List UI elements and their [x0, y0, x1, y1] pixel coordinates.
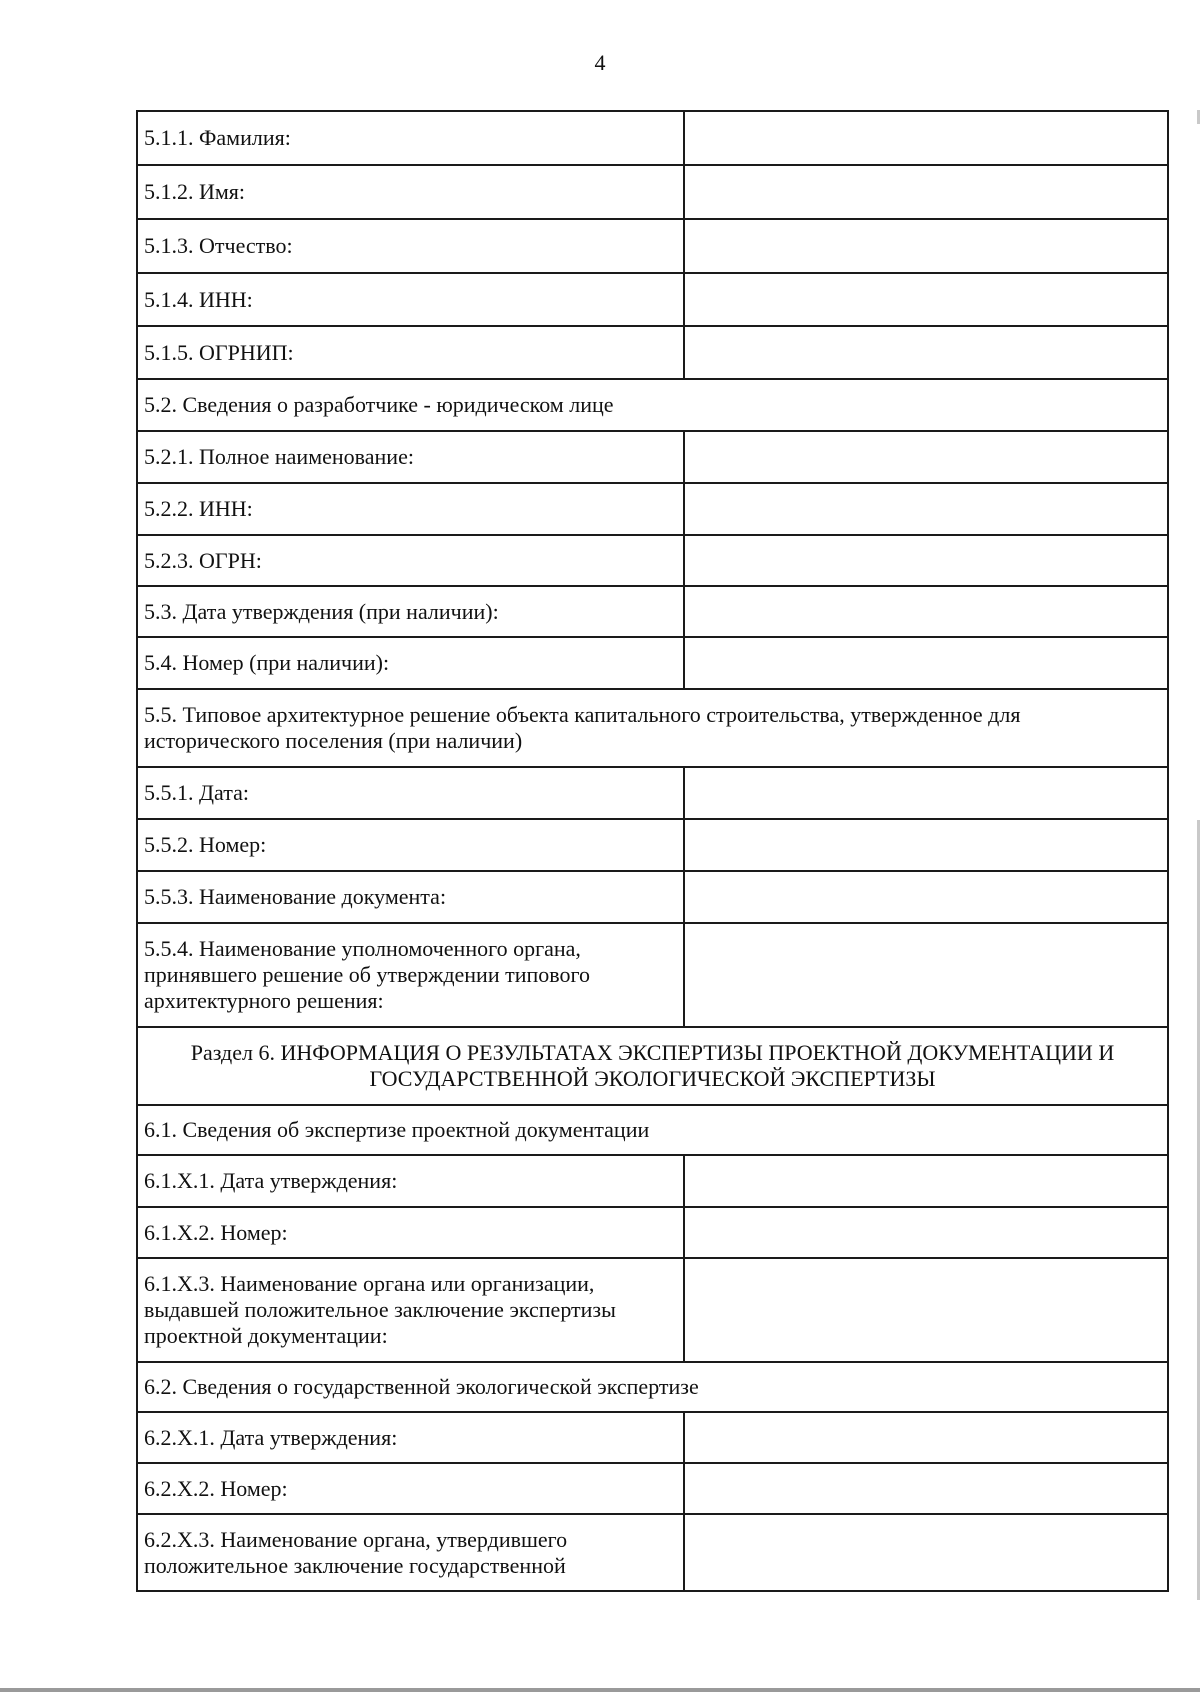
form-row: [137, 1258, 1168, 1362]
form-row: [137, 1362, 1168, 1412]
form-row: [137, 767, 1168, 819]
form-row: [137, 379, 1168, 431]
field-label: 6.1.Х.2. Номер:: [137, 1207, 684, 1258]
form-row: [137, 586, 1168, 637]
field-value[interactable]: [684, 586, 1168, 637]
form-row: [137, 483, 1168, 535]
field-label: 5.2.1. Полное наименование:: [137, 431, 684, 483]
field-label: 5.5.2. Номер:: [137, 819, 684, 871]
field-label: 5.1.5. ОГРНИП:: [137, 326, 684, 379]
subsection-title: 6.1. Сведения об экспертизе проектной документации: [137, 1105, 1168, 1155]
field-value[interactable]: [684, 535, 1168, 586]
field-label: 5.1.1. Фамилия:: [137, 111, 684, 165]
field-value[interactable]: [684, 111, 1168, 165]
form-row: [137, 431, 1168, 483]
form-row: [137, 819, 1168, 871]
field-label: 6.1.Х.1. Дата утверждения:: [137, 1155, 684, 1207]
form-row: [137, 1207, 1168, 1258]
form-row: [137, 219, 1168, 273]
subsection-title: 5.5. Типовое архитектурное решение объекта капитального строительства, утвержденное для исторического поселения (при наличии): [137, 689, 1168, 767]
form-row: [137, 689, 1168, 767]
page-number: 4: [594, 50, 606, 75]
field-value[interactable]: [684, 819, 1168, 871]
form-row: [137, 273, 1168, 326]
form-row: [137, 923, 1168, 1027]
form-row: [137, 111, 1168, 165]
subsection-title: 5.2. Сведения о разработчике - юридическом лице: [137, 379, 1168, 431]
field-label: 5.2.3. ОГРН:: [137, 535, 684, 586]
field-value[interactable]: [684, 637, 1168, 689]
field-label: 6.2.Х.2. Номер:: [137, 1463, 684, 1514]
field-value[interactable]: [684, 326, 1168, 379]
subsection-title: 6.2. Сведения о государственной экологической экспертизе: [137, 1362, 1168, 1412]
field-value[interactable]: [684, 767, 1168, 819]
registry-form-table: [136, 110, 1169, 1592]
form-row: [137, 1514, 1168, 1591]
section-title: Раздел 6. ИНФОРМАЦИЯ О РЕЗУЛЬТАТАХ ЭКСПЕРТИЗЫ ПРОЕКТНОЙ ДОКУМЕНТАЦИИ И ГОСУДАРСТВЕННОЙ ЭКОЛОГИЧЕСКОЙ ЭКСПЕРТИЗЫ: [137, 1027, 1168, 1105]
field-label: 5.3. Дата утверждения (при наличии):: [137, 586, 684, 637]
field-value[interactable]: [684, 273, 1168, 326]
field-value[interactable]: [684, 165, 1168, 219]
field-value[interactable]: [684, 1207, 1168, 1258]
field-label: 5.1.3. Отчество:: [137, 219, 684, 273]
field-value[interactable]: [684, 431, 1168, 483]
field-value[interactable]: [684, 871, 1168, 923]
field-value[interactable]: [684, 1463, 1168, 1514]
field-label: 5.1.2. Имя:: [137, 165, 684, 219]
form-row: [137, 326, 1168, 379]
form-row: [137, 1463, 1168, 1514]
field-value[interactable]: [684, 483, 1168, 535]
field-value[interactable]: [684, 1412, 1168, 1463]
field-value[interactable]: [684, 1514, 1168, 1591]
form-table-body: [137, 111, 1168, 1591]
field-label: 5.5.4. Наименование уполномоченного органа, принявшего решение об утверждении типового архитектурного решения:: [137, 923, 684, 1027]
field-label: 5.2.2. ИНН:: [137, 483, 684, 535]
field-label: 6.2.Х.1. Дата утверждения:: [137, 1412, 684, 1463]
field-value[interactable]: [684, 1258, 1168, 1362]
field-label: 6.1.Х.3. Наименование органа или организации, выдавшей положительное заключение экспертизы проектной документации:: [137, 1258, 684, 1362]
form-row: [137, 1155, 1168, 1207]
form-row: [137, 535, 1168, 586]
field-value[interactable]: [684, 923, 1168, 1027]
field-label: 6.2.Х.3. Наименование органа, утвердившего положительное заключение государственной: [137, 1514, 684, 1591]
form-row: [137, 1105, 1168, 1155]
field-label: 5.5.1. Дата:: [137, 767, 684, 819]
field-label: 5.1.4. ИНН:: [137, 273, 684, 326]
form-row: [137, 871, 1168, 923]
form-row: [137, 1412, 1168, 1463]
form-row: [137, 637, 1168, 689]
field-label: 5.5.3. Наименование документа:: [137, 871, 684, 923]
form-row: [137, 165, 1168, 219]
section-header-row: [137, 1027, 1168, 1105]
field-value[interactable]: [684, 1155, 1168, 1207]
field-value[interactable]: [684, 219, 1168, 273]
field-label: 5.4. Номер (при наличии):: [137, 637, 684, 689]
scan-bottom-edge: [0, 1688, 1200, 1692]
